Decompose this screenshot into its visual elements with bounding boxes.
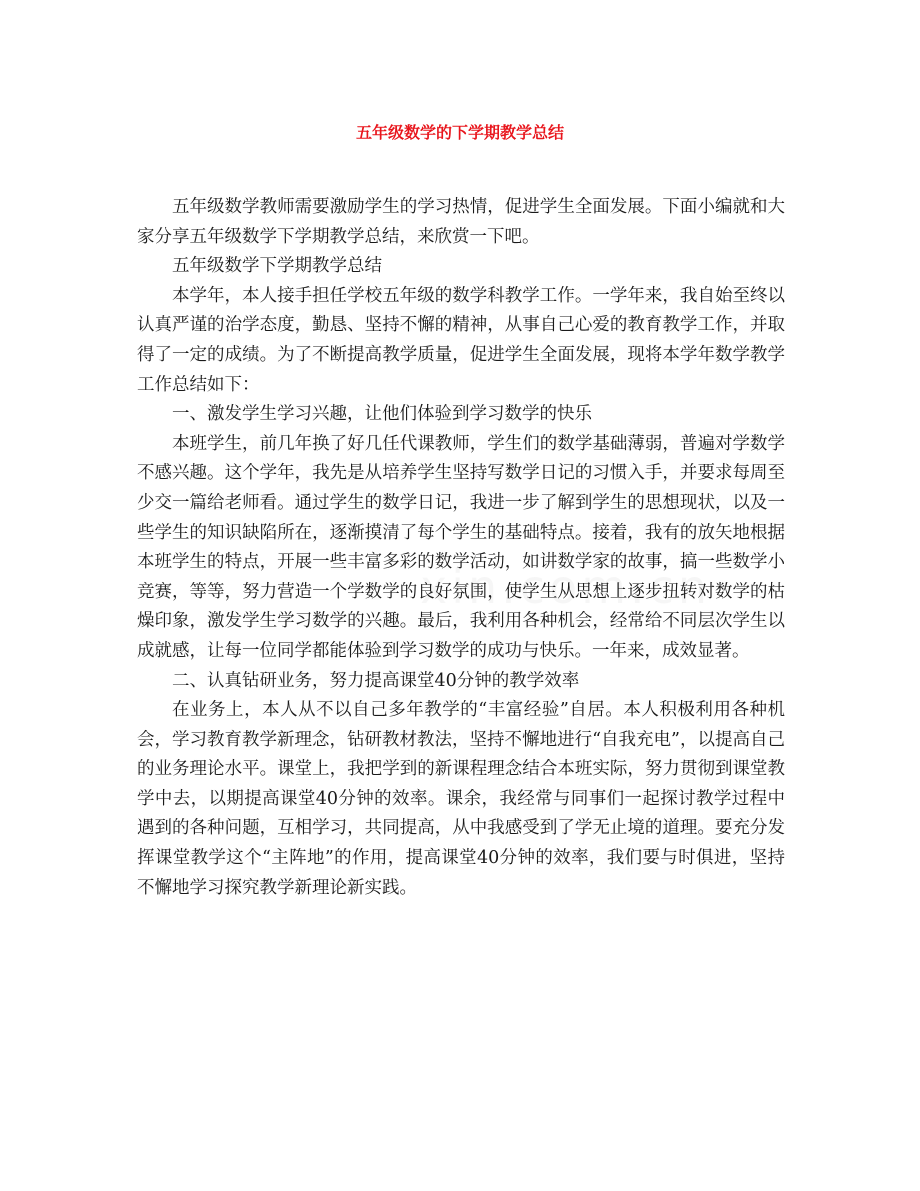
- section-heading-2: 二、认真钻研业务，努力提高课堂40分钟的教学效率: [172, 670, 580, 691]
- paragraph-overview: 本学年，本人接手担任学校五年级的数学科教学工作。一学年来，我自始至终以认真严谨的治学态度，勤恳、坚持不懈的精神，从事自己心爱的教育教学工作，并取得了一定的成绩。为了不断提高教学质量，促进学生全面发展，现将本学年数学教学工作总结如下：: [137, 285, 785, 395]
- document-body: [137, 193, 785, 903]
- paragraph-section-2: 在业务上，本人从不以自己多年教学的“丰富经验”自居。本人积极利用各种机会，学习教育教学新理念，钻研教材教法，坚持不懈地进行“自我充电”，以提高自己的业务理论水平。课堂上，我把学到的新课程理念结合本班实际，努力贯彻到课堂教学中去，以期提高课堂40分钟的效率。课余，我经常与同事们一起探讨教学过程中遇到的各种问题，互相学习，共同提高，从中我感受到了学无止境的道理。要充分发挥课堂教学这个“主阵地”的作用，提高课堂40分钟的效率，我们要与时俱进，坚持不懈地学习探究教学新理论新实践。: [137, 700, 785, 898]
- paragraph-section-1: 本班学生，前几年换了好几任代课教师，学生们的数学基础薄弱，普遍对学数学不感兴趣。这个学年，我先是从培养学生坚持写数学日记的习惯入手，并要求每周至少交一篇给老师看。通过学生的数学日记，我进一步了解到学生的思想现状，以及一些学生的知识缺陷所在，逐渐摸清了每个学生的基础特点。接着，我有的放矢地根据本班学生的特点，开展一些丰富多彩的数学活动，如讲数学家的故事，搞一些数学小竞赛，等等，努力营造一个学数学的良好氛围，使学生从思想上逐步扭转对数学的枯燥印象，激发学生学习数学的兴趣。最后，我利用各种机会，经常给不同层次学生以成就感，让每一位同学都能体验到学习数学的成功与快乐。一年来，成效显著。: [137, 433, 785, 661]
- paragraph-intro: 五年级数学教师需要激励学生的学习热情，促进学生全面发展。下面小编就和大家分享五年级数学下学期教学总结，来欣赏一下吧。: [137, 197, 785, 247]
- section-heading-1: 一、激发学生学习兴趣，让他们体验到学习数学的快乐: [172, 404, 592, 425]
- document-title: 五年级数学的下学期教学总结: [355, 123, 564, 142]
- paragraph-subtitle: 五年级数学下学期教学总结: [172, 256, 382, 277]
